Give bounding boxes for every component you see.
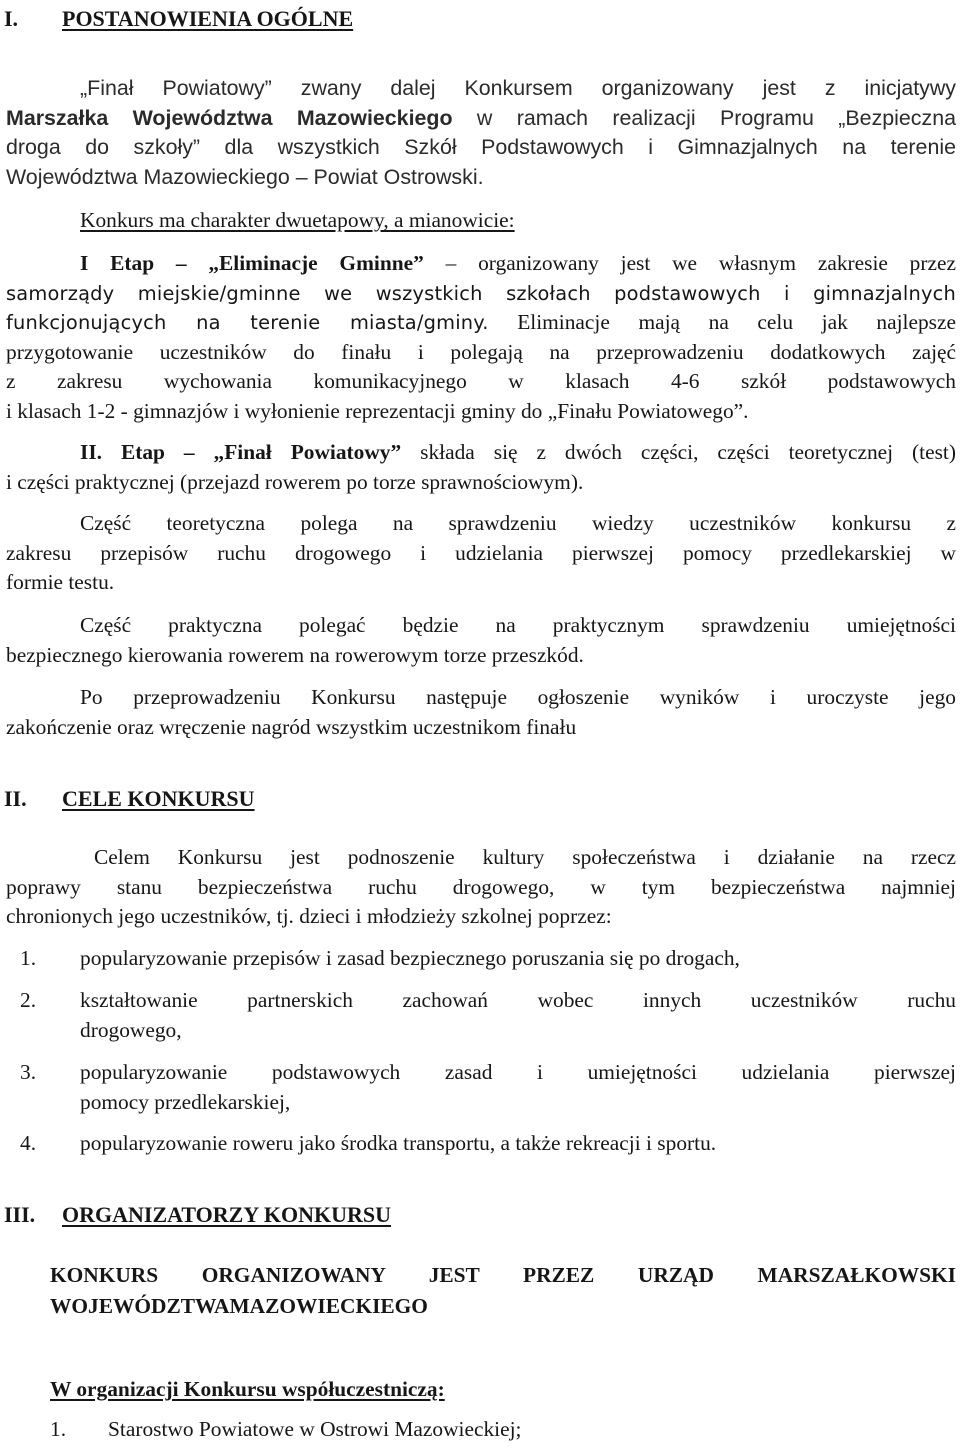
list-item [20,1058,956,1118]
list-item-text: kształtowanie partnerskich zachowań wobec innych uczestników ruchu [80,988,956,1012]
list-item-number: 3. [20,1060,37,1084]
goal-line: chronionych jego uczestników, tj. dzieci i młodzieży szkolnej poprzez: [6,904,612,928]
stage-2-line: II. Etap – „Finał Powiatowy” składa się z dwóch części, części teoretycznej (test) [80,440,956,464]
section-2-heading [4,786,255,812]
section-1-intro [6,74,956,192]
list-item [20,986,956,1046]
co-organizer-item [50,1415,956,1445]
after-line: Po przeprowadzeniu Konkursu następuje ogłoszenie wyników i uroczyste jego [80,685,956,709]
stage-1-line: I Etap – „Eliminacje Gminne” – organizowany jest we własnym zakresie przez [80,251,956,275]
co-organizers-heading [50,1375,445,1405]
intro-line: Województwa Mazowieckiego – Powiat Ostrowski. [6,164,484,189]
stage-1-line: przygotowanie uczestników do finału i polegają na przeprowadzeniu dodatkowych zajęć [6,339,956,364]
stage-1-line: funkcjonujących na terenie miasta/gminy. Eliminacje mają na celu jak najlepsze [6,310,956,334]
section-3-heading [4,1202,391,1228]
intro-line: droga do szkoły” dla wszystkich Szkół Podstawowych i Gimnazjalnych na terenie [6,135,956,159]
list-item-number: 1. [20,946,37,970]
after-line: zakończenie oraz wręczenie nagród wszystkim uczestnikom finału [6,714,577,739]
two-stage-text: Konkurs ma charakter dwuetapowy, a mianowicie: [80,208,515,232]
theory-paragraph [6,509,956,598]
list-item-number: 2. [20,988,37,1012]
goal-line: poprawy stanu bezpieczeństwa ruchu drogowego, w tym bezpieczeństwa najmniej [6,874,956,899]
goal-line: Celem Konkursu jest podnoszenie kultury społeczeństwa i działanie na rzecz [94,845,956,869]
co-organizers-title: W organizacji Konkursu współuczestniczą: [50,1377,445,1401]
two-stage-statement [80,206,515,236]
theory-line: zakresu przepisów ruchu drogowego i udzielania pierwszej pomocy przedlekarskiej w [6,540,956,565]
section-1-number: I. [4,6,19,31]
practice-paragraph [6,611,956,670]
stage-1-line: samorządy miejskie/gminne we wszystkich szkołach podstawowych i gimnazjalnych [6,281,956,305]
list-item-text: popularyzowanie podstawowych zasad i umiejętności udzielania pierwszej [80,1060,956,1084]
after-paragraph [6,683,956,742]
list-item-number: 4. [20,1131,37,1155]
section-3-title: ORGANIZATORZY KONKURSU [62,1202,392,1227]
stage-1-paragraph [6,249,956,426]
theory-line: formie testu. [6,570,115,594]
list-item-text: pomocy przedlekarskiej, [80,1089,291,1114]
stage-2-paragraph [6,438,956,497]
section-1-title: POSTANOWIENIA OGÓLNE [62,6,354,31]
practice-line: bezpiecznego kierowania rowerem na rowerowym torze przeszkód. [6,642,584,667]
section-1-heading [4,6,353,32]
intro-line-bold: Marszałka Województwa Mazowieckiego w ramach realizacji Programu „Bezpieczna [6,105,956,130]
list-item-text: popularyzowanie roweru jako środka transportu, a także rekreacji i sportu. [80,1131,717,1155]
stage-2-lead: II. Etap – „Finał Powiatowy” [80,440,402,464]
section-2-number: II. [4,786,27,811]
stage-1-lead: I Etap – „Eliminacje Gminne” [80,251,424,275]
section-2-intro [6,843,956,932]
stage-1-line: i klasach 1-2 - gimnazjów i wyłonienie reprezentacji gminy do „Finału Powiatowego”. [6,398,749,423]
section-3-number: III. [4,1202,36,1227]
co-organizer-number: 1. [50,1417,67,1441]
list-item [20,944,956,974]
list-item-text: popularyzowanie przepisów i zasad bezpiecznego poruszania się po drogach, [80,946,740,970]
intro-bold: Marszałka Województwa Mazowieckiego [6,105,453,130]
stage-1-line: z zakresu wychowania komunikacyjnego w klasach 4-6 szkół podstawowych [6,369,956,393]
list-item-text: drogowego, [80,1017,182,1042]
co-organizer-text: Starostwo Powiatowe w Ostrowi Mazowieckiej; [108,1417,522,1441]
organizer-line: KONKURS ORGANIZOWANY JEST PRZEZ URZĄD MARSZAŁKOWSKI [50,1263,956,1287]
organizer-statement [50,1260,956,1322]
intro-line: „Finał Powiatowy” zwany dalej Konkursem organizowany jest z inicjatywy [80,76,956,100]
list-item [20,1129,956,1159]
practice-line: Część praktyczna polegać będzie na praktycznym sprawdzeniu umiejętności [80,613,956,637]
theory-line: Część teoretyczna polega na sprawdzeniu wiedzy uczestników konkursu z [80,511,956,535]
organizer-line: WOJEWÓDZTWAMAZOWIECKIEGO [50,1294,428,1318]
section-2-title: CELE KONKURSU [62,786,255,811]
stage-2-line: i części praktycznej (przejazd rowerem po torze sprawnościowym). [6,469,584,494]
